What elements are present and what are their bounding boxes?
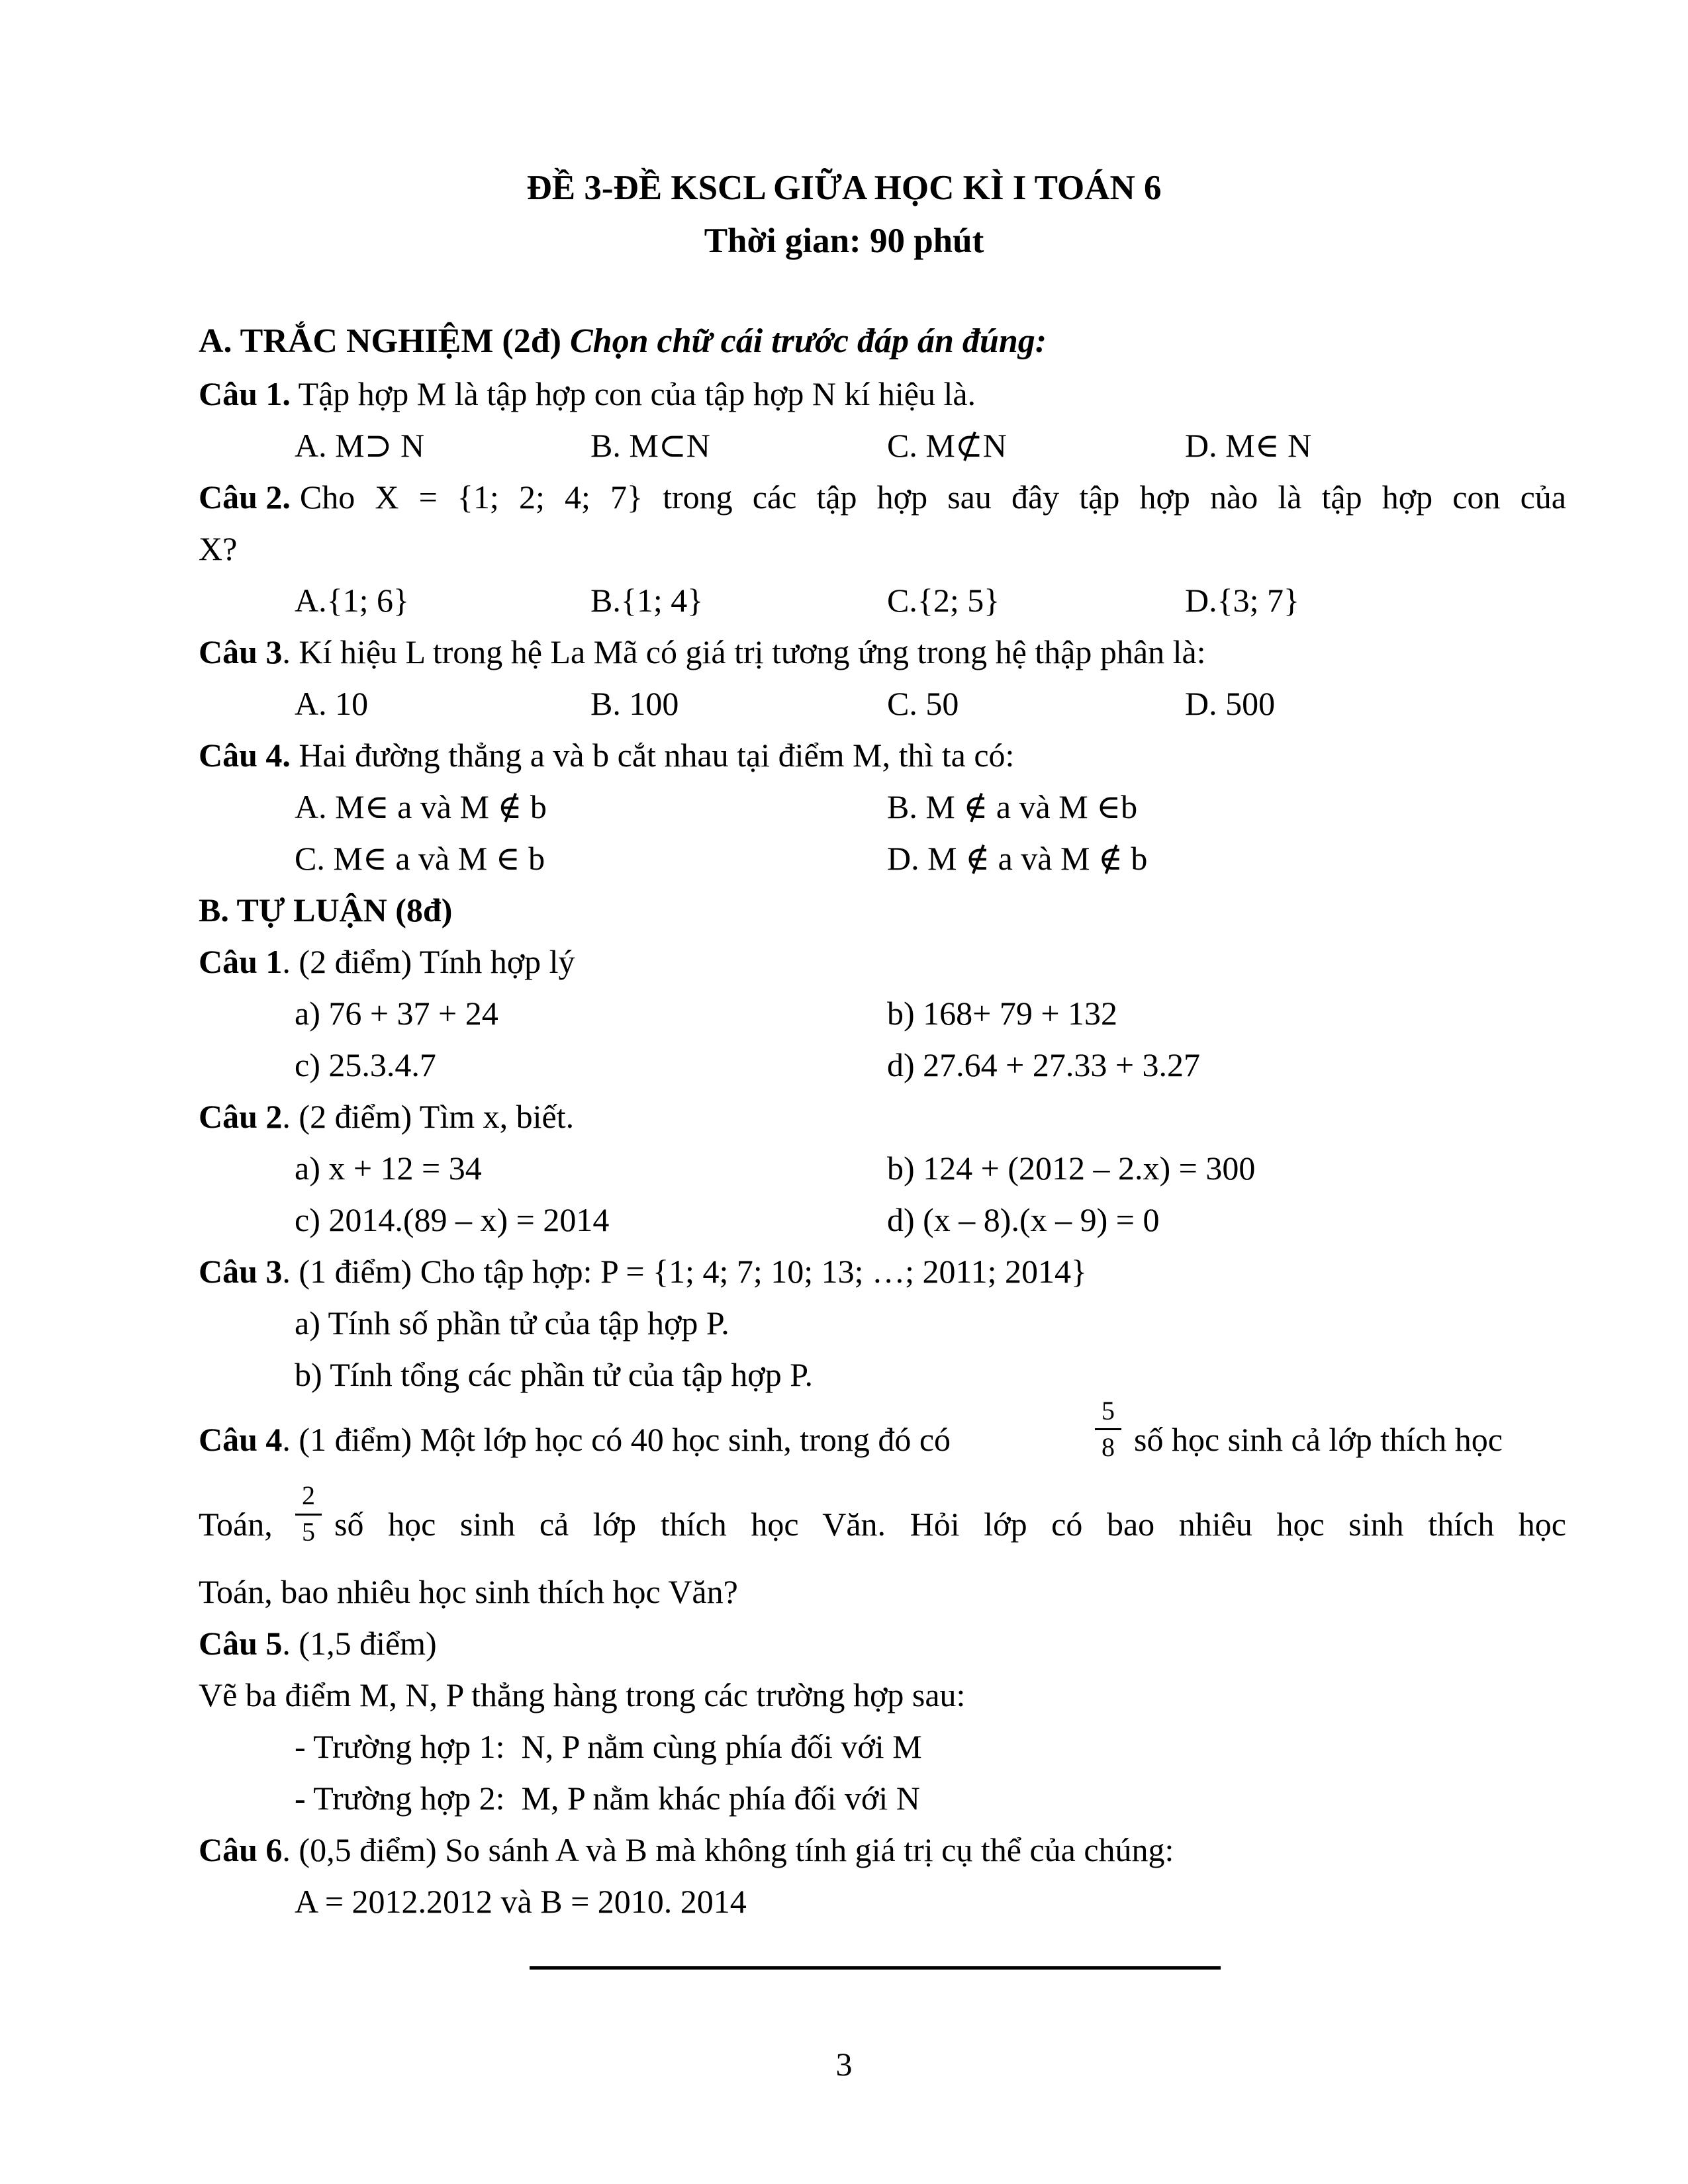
b-q2-item-b: b) 124 + (2012 – 2.x) = 300 (887, 1150, 1256, 1187)
a-q4-label: Câu 4. (199, 737, 291, 774)
fraction-2-5-bar (295, 1514, 322, 1516)
a-q2-option-d: D.{3; 7} (1185, 582, 1299, 619)
b-q1 (199, 945, 575, 978)
b-q6-line: A = 2012.2012 và B = 2010. 2014 (295, 1883, 747, 1920)
b-q2-item-c: c) 2014.(89 – x) = 2014 (295, 1201, 610, 1238)
b-q3-text: . (1 điểm) Cho tập hợp: P = {1; 4; 7; 10; 13; …; 2011; 2014} (282, 1253, 1087, 1290)
a-q2-option-b: B.{1; 4} (590, 582, 704, 619)
section-a-instruction: Chọn chữ cái trước đáp án đúng: (569, 322, 1047, 360)
b-q1-item-a: a) 76 + 37 + 24 (295, 995, 498, 1032)
b-q4-text2a: Toán, (199, 1506, 273, 1543)
b-q3 (199, 1255, 1087, 1288)
b-q5 (199, 1627, 437, 1660)
b-q3-item-b: b) Tính tổng các phần tử của tập hợp P. (295, 1356, 814, 1393)
a-q1-label: Câu 1. (199, 375, 291, 412)
b-q2-item-a: a) x + 12 = 34 (295, 1150, 482, 1187)
b-q1-item-c: c) 25.3.4.7 (295, 1046, 436, 1083)
b-q2-item-d: d) (x – 8).(x – 9) = 0 (887, 1201, 1160, 1238)
b-q4-text1b: số học sinh cả lớp thích học (1134, 1421, 1503, 1458)
end-divider (530, 1966, 1221, 1970)
a-q3-option-b: B. 100 (590, 685, 679, 722)
a-q2-option-c: C.{2; 5} (887, 582, 1000, 619)
a-q1-option-d: D. M∈ N (1185, 427, 1312, 464)
b-q4-line1 (199, 1423, 951, 1456)
a-q1-option-c: C. M⊄N (887, 427, 1007, 464)
a-q4-option-d: D. M ∉ a và M ∉ b (887, 840, 1148, 877)
a-q2 (199, 480, 1566, 514)
b-q4-text2b: số học sinh cả lớp thích học Văn. Hỏi lớp có bao nhiêu học sinh thích học (334, 1506, 1566, 1543)
a-q3 (199, 635, 1206, 668)
b-q6 (199, 1833, 1174, 1866)
fraction-5-8-denominator: 8 (1102, 1432, 1115, 1462)
a-q4-option-a: A. M∈ a và M ∉ b (295, 788, 547, 825)
b-q5-case2: - Trường hợp 2: M, P nằm khác phía đối với N (295, 1780, 920, 1817)
section-a-heading: A. TRẮC NGHIỆM (2đ) (199, 322, 561, 360)
b-q5-case1: - Trường hợp 1: N, P nằm cùng phía đối với M (295, 1728, 922, 1765)
b-q3-label: Câu 3 (199, 1253, 283, 1290)
a-q3-text: . Kí hiệu L trong hệ La Mã có giá trị tương ứng trong hệ thập phân là: (282, 633, 1206, 670)
b-q5-label: Câu 5 (199, 1625, 283, 1662)
b-q5-intro: Vẽ ba điểm M, N, P thẳng hàng trong các trường hợp sau: (199, 1676, 966, 1713)
b-q3-item-a: a) Tính số phần tử của tập hợp P. (295, 1304, 729, 1342)
b-q6-text: . (0,5 điểm) So sánh A và B mà không tính giá trị cụ thể của chúng: (282, 1831, 1174, 1868)
b-q1-text: . (2 điểm) Tính hợp lý (282, 943, 575, 980)
b-q1-label: Câu 1 (199, 943, 283, 980)
page-number: 3 (835, 2046, 853, 2083)
section-a-heading-line (199, 324, 1047, 359)
fraction-5-8-bar (1095, 1428, 1121, 1430)
a-q4-option-b: B. M ∉ a và M ∈b (887, 788, 1138, 825)
b-q6-label: Câu 6 (199, 1831, 283, 1868)
fraction-2-5-denominator: 5 (302, 1517, 315, 1547)
a-q3-label: Câu 3 (199, 633, 283, 670)
b-q4-label: Câu 4 (199, 1421, 283, 1458)
b-q4-text1a: . (1 điểm) Một lớp học có 40 học sinh, trong đó có (282, 1421, 951, 1458)
a-q1-option-b: B. M⊂N (590, 427, 710, 464)
a-q3-option-d: D. 500 (1185, 685, 1276, 722)
a-q3-option-c: C. 50 (887, 685, 959, 722)
a-q1-option-a: A. M⊃ N (295, 427, 425, 464)
b-q5-text: . (1,5 điểm) (282, 1625, 437, 1662)
a-q2-label: Câu 2. (199, 478, 291, 516)
a-q2-text: Cho X = {1; 2; 4; 7} trong các tập hợp sau đây tập hợp nào là tập hợp con của (299, 478, 1566, 516)
fraction-5-8-numerator: 5 (1102, 1396, 1115, 1426)
a-q2-option-a: A.{1; 6} (295, 582, 409, 619)
a-q4-option-c: C. M∈ a và M ∈ b (295, 840, 545, 877)
exam-time: Thời gian: 90 phút (704, 222, 984, 260)
b-q2-text: . (2 điểm) Tìm x, biết. (282, 1098, 575, 1135)
b-q2-label: Câu 2 (199, 1098, 283, 1135)
b-q4-text3: Toán, bao nhiêu học sinh thích học Văn? (199, 1573, 738, 1610)
a-q4-text: Hai đường thẳng a và b cắt nhau tại điểm M, thì ta có: (299, 737, 1015, 774)
b-q2 (199, 1100, 574, 1133)
b-q1-item-b: b) 168+ 79 + 132 (887, 995, 1118, 1032)
a-q3-option-a: A. 10 (295, 685, 369, 722)
section-b-heading: B. TỰ LUẬN (8đ) (199, 891, 453, 929)
fraction-2-5-numerator: 2 (302, 1480, 315, 1510)
a-q1-text: Tập hợp M là tập hợp con của tập hợp N kí hiệu là. (298, 375, 976, 412)
b-q1-item-d: d) 27.64 + 27.33 + 3.27 (887, 1046, 1201, 1083)
a-q1 (199, 377, 976, 410)
a-q4 (199, 739, 1014, 772)
a-q2-text-cont: X? (199, 530, 238, 567)
page-title: ĐỀ 3-ĐỀ KSCL GIỮA HỌC KÌ I TOÁN 6 (526, 169, 1162, 207)
